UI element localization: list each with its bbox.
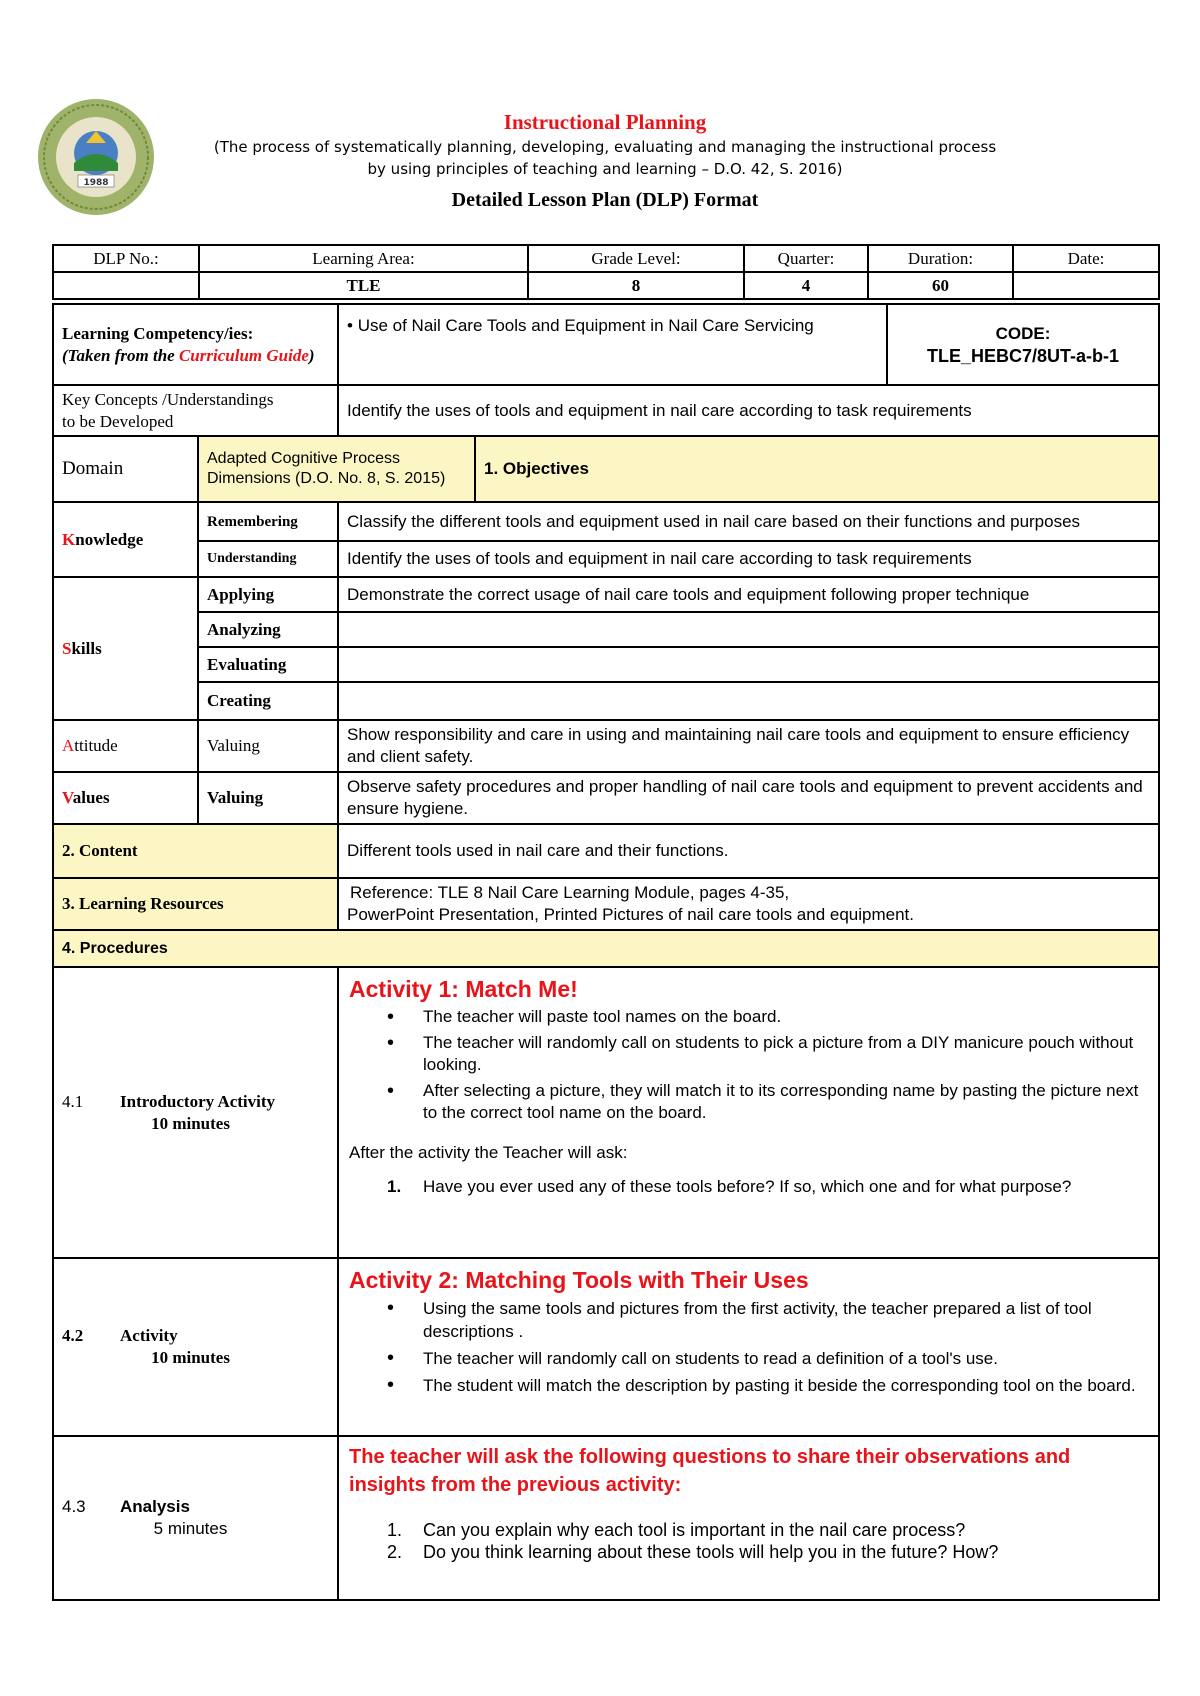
activity-1-questions — [349, 1176, 1148, 1198]
learning-resources-text: Reference: TLE 8 Nail Care Learning Module, pages 4-35, PowerPoint Presentation, Printed Pictures of nail care tools and equipment. — [338, 878, 1159, 930]
learning-area-value: TLE — [199, 272, 528, 299]
list-item: • Using the same tools and pictures from the first activity, the teacher prepared a list of tool descriptions . — [423, 1297, 1148, 1343]
cognitive-dimensions-header: Adapted Cognitive Process Dimensions (D.O. No. 8, S. 2015) — [198, 436, 475, 502]
learning-area-label: Learning Area: — [199, 245, 528, 272]
date-value — [1013, 272, 1159, 299]
duration-value: 60 — [868, 272, 1013, 299]
document-description-line1: (The process of systematically planning, developing, evaluating and managing the instructional process — [213, 138, 997, 156]
content-label: 2. Content — [53, 824, 338, 878]
skills-objective-creating — [338, 682, 1159, 720]
document-description-line2: by using principles of teaching and learning – D.O. 42, S. 2016) — [367, 160, 843, 178]
activity-2-steps — [349, 1297, 1148, 1397]
list-item: • The teacher will paste tool names on the board. — [423, 1006, 1148, 1028]
values-label: Values — [53, 772, 198, 824]
domain-label: Domain — [53, 436, 198, 502]
skills-objective-analyzing — [338, 612, 1159, 647]
list-item: • After selecting a picture, they will match it to its corresponding name by pasting the picture next to the correct tool name on the board. — [423, 1080, 1148, 1124]
activity-1-steps — [349, 1006, 1148, 1124]
skills-level-analyzing: Analyzing — [198, 612, 338, 647]
competency-note: (Taken from the Curriculum Guide) — [62, 345, 315, 365]
knowledge-level-remembering: Remembering — [198, 502, 338, 541]
duration-label: Duration: — [868, 245, 1013, 272]
analysis-prompt: The teacher will ask the following questions to share their observations and insights from the previous activity: — [349, 1446, 1071, 1496]
code-label: CODE: — [995, 323, 1051, 343]
attitude-level: Valuing — [198, 720, 338, 772]
procedures-header: 4. Procedures — [53, 930, 1159, 967]
skills-objective-evaluating — [338, 647, 1159, 682]
phase-introductory: 4.1 Introductory Activity 10 minutes — [53, 967, 338, 1258]
phase-activity: 4.2 Activity 10 minutes — [53, 1258, 338, 1436]
skills-objective-applying: Demonstrate the correct usage of nail care tools and equipment following proper technique — [338, 577, 1159, 612]
key-concepts-text: Identify the uses of tools and equipment in nail care according to task requirements — [338, 385, 1159, 436]
quarter-label: Quarter: — [744, 245, 868, 272]
activity-2-title: Activity 2: Matching Tools with Their Uses — [349, 1267, 809, 1293]
knowledge-objective-understanding: Identify the uses of tools and equipment in nail care according to task requirements — [338, 541, 1159, 577]
knowledge-objective-remembering: Classify the different tools and equipment used in nail care based on their functions and purposes — [338, 502, 1159, 541]
analysis-questions — [349, 1519, 1148, 1563]
skills-level-applying: Applying — [198, 577, 338, 612]
analysis-content — [338, 1436, 1159, 1600]
dlp-no-label: DLP No.: — [53, 245, 199, 272]
objectives-header: 1. Objectives — [475, 436, 1159, 502]
key-concepts-label: Key Concepts /Understandings to be Developed — [53, 385, 338, 436]
skills-label: Skills — [53, 577, 198, 720]
lesson-plan-table — [52, 303, 1160, 1601]
grade-level-label: Grade Level: — [528, 245, 744, 272]
activity-1-after: After the activity the Teacher will ask: — [349, 1143, 628, 1162]
document-subtitle: Detailed Lesson Plan (DLP) Format — [451, 189, 759, 211]
content-text: Different tools used in nail care and their functions. — [338, 824, 1159, 878]
competency-label: Learning Competency/ies: — [62, 323, 254, 343]
knowledge-label: Knowledge — [53, 502, 198, 577]
dlp-info-table — [52, 244, 1160, 300]
activity-content — [338, 1258, 1159, 1436]
skills-level-evaluating: Evaluating — [198, 647, 338, 682]
values-level: Valuing — [198, 772, 338, 824]
attitude-objective: Show responsibility and care in using and maintaining nail care tools and equipment to ensure efficiency and client safety. — [338, 720, 1159, 772]
list-item: 2. Do you think learning about these tools will help you in the future? How? — [387, 1542, 999, 1562]
list-item: 1. Have you ever used any of these tools before? If so, which one and for what purpose? — [387, 1177, 1072, 1196]
date-label: Date: — [1013, 245, 1159, 272]
attitude-label: Attitude — [53, 720, 198, 772]
competency-code: TLE_HEBC7/8UT-a-b-1 — [926, 345, 1120, 366]
school-seal-logo — [36, 97, 156, 217]
knowledge-level-understanding: Understanding — [198, 541, 338, 577]
grade-level-value: 8 — [528, 272, 744, 299]
list-item: 1. Can you explain why each tool is important in the nail care process? — [387, 1520, 966, 1540]
skills-level-creating: Creating — [198, 682, 338, 720]
list-item: • The teacher will randomly call on students to read a definition of a tool's use. — [423, 1347, 1148, 1370]
activity-1-title: Activity 1: Match Me! — [349, 976, 578, 1002]
phase-analysis: 4.3 Analysis 5 minutes — [53, 1436, 338, 1600]
list-item: • The student will match the description by pasting it beside the corresponding tool on the board. — [423, 1374, 1148, 1397]
list-item: • The teacher will randomly call on students to pick a picture from a DIY manicure pouch without looking. — [423, 1032, 1148, 1076]
competency-label-cell — [53, 304, 338, 385]
learning-resources-label: 3. Learning Resources — [53, 878, 338, 930]
introductory-activity-content — [338, 967, 1159, 1258]
document-title: Instructional Planning — [503, 110, 707, 134]
logo-year: 1988 — [83, 178, 109, 188]
document-header — [160, 108, 1050, 214]
quarter-value: 4 — [744, 272, 868, 299]
values-objective: Observe safety procedures and proper handling of nail care tools and equipment to prevent accidents and ensure hygiene. — [338, 772, 1159, 824]
competency-text: • Use of Nail Care Tools and Equipment in Nail Care Servicing — [338, 304, 887, 385]
dlp-no-value — [53, 272, 199, 299]
competency-code-cell — [887, 304, 1159, 385]
